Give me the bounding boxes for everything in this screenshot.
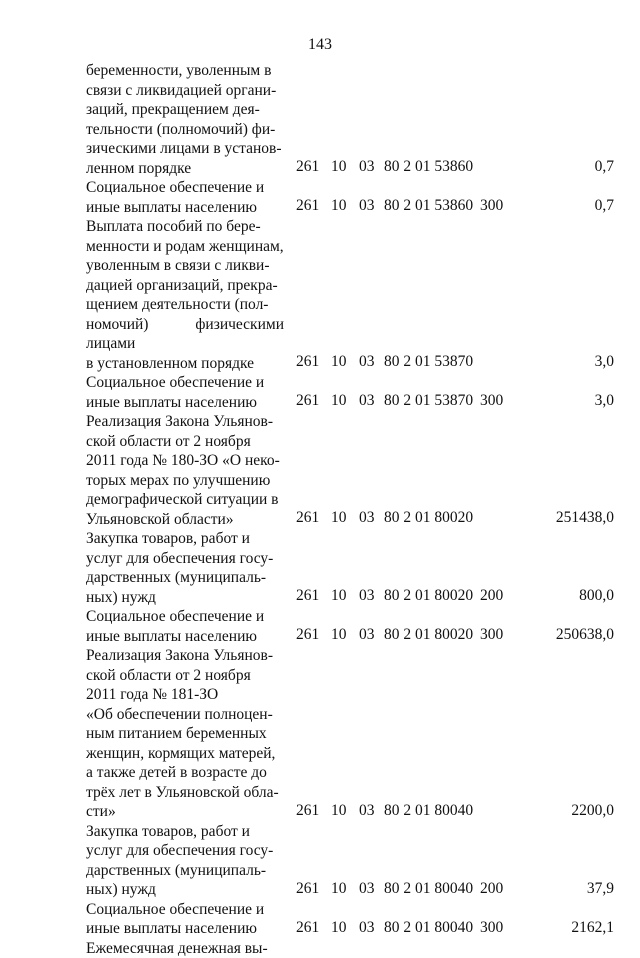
ved-code: 261 [296, 879, 319, 898]
expense-type-code: 200 [480, 586, 503, 605]
target-article-code: 80 2 01 80020 [384, 586, 473, 605]
row-codes [0, 391, 640, 410]
row-codes [0, 918, 640, 937]
row-codes [0, 937, 640, 956]
table-row [0, 529, 640, 607]
amount: 3,0 [595, 352, 614, 371]
subsection-code: 03 [359, 801, 375, 820]
ved-code: 261 [296, 586, 319, 605]
row-codes [0, 801, 640, 820]
amount: 0,7 [595, 157, 614, 176]
amount: 800,0 [579, 586, 614, 605]
ved-code: 261 [296, 625, 319, 644]
subsection-code: 03 [359, 391, 375, 410]
section-code: 10 [331, 157, 347, 176]
subsection-code: 03 [359, 879, 375, 898]
row-description: Реализация Закона Ульянов- ской области от 2 ноября 2011 года № 181-ЗО «Об обеспечении полноцен- ным питанием беременных женщин, кормящих матерей, а также детей в возрасте до трёх лет в Ульяновской обла- сти» [86, 646, 284, 822]
table-row [0, 939, 640, 958]
subsection-code: 03 [359, 918, 375, 937]
ved-code: 261 [296, 918, 319, 937]
row-description: Социальное обеспечение и иные выплаты населению [86, 373, 284, 412]
page-number: 143 [0, 36, 640, 54]
table-row [0, 412, 640, 529]
section-code: 10 [331, 352, 347, 371]
section-code: 10 [331, 879, 347, 898]
section-code: 10 [331, 625, 347, 644]
row-description: Социальное обеспечение и иные выплаты населению [86, 900, 284, 939]
section-code: 10 [331, 508, 347, 527]
target-article-code: 80 2 01 53870 [384, 391, 473, 410]
expense-type-code: 200 [480, 879, 503, 898]
row-description: Закупка товаров, работ и услуг для обеспечения госу- дарственных (муниципаль- ных) нужд [86, 822, 284, 900]
section-code: 10 [331, 918, 347, 937]
table-row [0, 900, 640, 939]
row-description: беременности, уволенным в связи с ликвидацией органи- заций, прекращением дея- тельности (полномочий) фи- зическими лицами в установ- ленном порядке [86, 61, 284, 178]
section-code: 10 [331, 196, 347, 215]
table-row [0, 822, 640, 900]
subsection-code: 03 [359, 196, 375, 215]
amount: 251438,0 [556, 508, 614, 527]
subsection-code: 03 [359, 157, 375, 176]
row-description: Социальное обеспечение и иные выплаты населению [86, 607, 284, 646]
expense-type-code: 300 [480, 391, 503, 410]
subsection-code: 03 [359, 352, 375, 371]
row-codes [0, 352, 640, 371]
table-row [0, 178, 640, 217]
target-article-code: 80 2 01 53860 [384, 157, 473, 176]
section-code: 10 [331, 801, 347, 820]
target-article-code: 80 2 01 80020 [384, 625, 473, 644]
row-codes [0, 879, 640, 898]
table-row [0, 61, 640, 178]
amount: 250638,0 [556, 625, 614, 644]
table-row [0, 217, 640, 373]
row-description: Социальное обеспечение и иные выплаты населению [86, 178, 284, 217]
row-description: Ежемесячная денежная вы- [86, 939, 284, 958]
table-row [0, 373, 640, 412]
row-codes [0, 625, 640, 644]
target-article-code: 80 2 01 53870 [384, 352, 473, 371]
section-code: 10 [331, 586, 347, 605]
amount: 37,9 [587, 879, 614, 898]
budget-table [0, 61, 640, 958]
ved-code: 261 [296, 391, 319, 410]
amount: 2200,0 [571, 801, 614, 820]
expense-type-code: 300 [480, 196, 503, 215]
row-codes [0, 586, 640, 605]
target-article-code: 80 2 01 80040 [384, 801, 473, 820]
target-article-code: 80 2 01 80040 [384, 918, 473, 937]
ved-code: 261 [296, 157, 319, 176]
target-article-code: 80 2 01 80040 [384, 879, 473, 898]
amount: 0,7 [595, 196, 614, 215]
section-code: 10 [331, 391, 347, 410]
table-row [0, 607, 640, 646]
expense-type-code: 300 [480, 918, 503, 937]
subsection-code: 03 [359, 625, 375, 644]
row-codes [0, 508, 640, 527]
table-row [0, 646, 640, 822]
row-codes [0, 157, 640, 176]
ved-code: 261 [296, 352, 319, 371]
amount: 2162,1 [571, 918, 614, 937]
expense-type-code: 300 [480, 625, 503, 644]
ved-code: 261 [296, 801, 319, 820]
amount: 3,0 [595, 391, 614, 410]
row-description: Реализация Закона Ульянов- ской области от 2 ноября 2011 года № 180-ЗО «О неко- торых мерах по улучшению демографической ситуации в Ульяновской области» [86, 412, 284, 529]
ved-code: 261 [296, 196, 319, 215]
row-description: Закупка товаров, работ и услуг для обеспечения госу- дарственных (муниципаль- ных) нужд [86, 529, 284, 607]
target-article-code: 80 2 01 53860 [384, 196, 473, 215]
row-codes [0, 196, 640, 215]
row-description: Выплата пособий по бере- менности и родам женщинам, уволенным в связи с ликви- дацией организаций, прекра- щением деятельности (пол- номочий) физическими лицами в установленном порядке [86, 217, 284, 373]
ved-code: 261 [296, 508, 319, 527]
subsection-code: 03 [359, 508, 375, 527]
subsection-code: 03 [359, 586, 375, 605]
target-article-code: 80 2 01 80020 [384, 508, 473, 527]
